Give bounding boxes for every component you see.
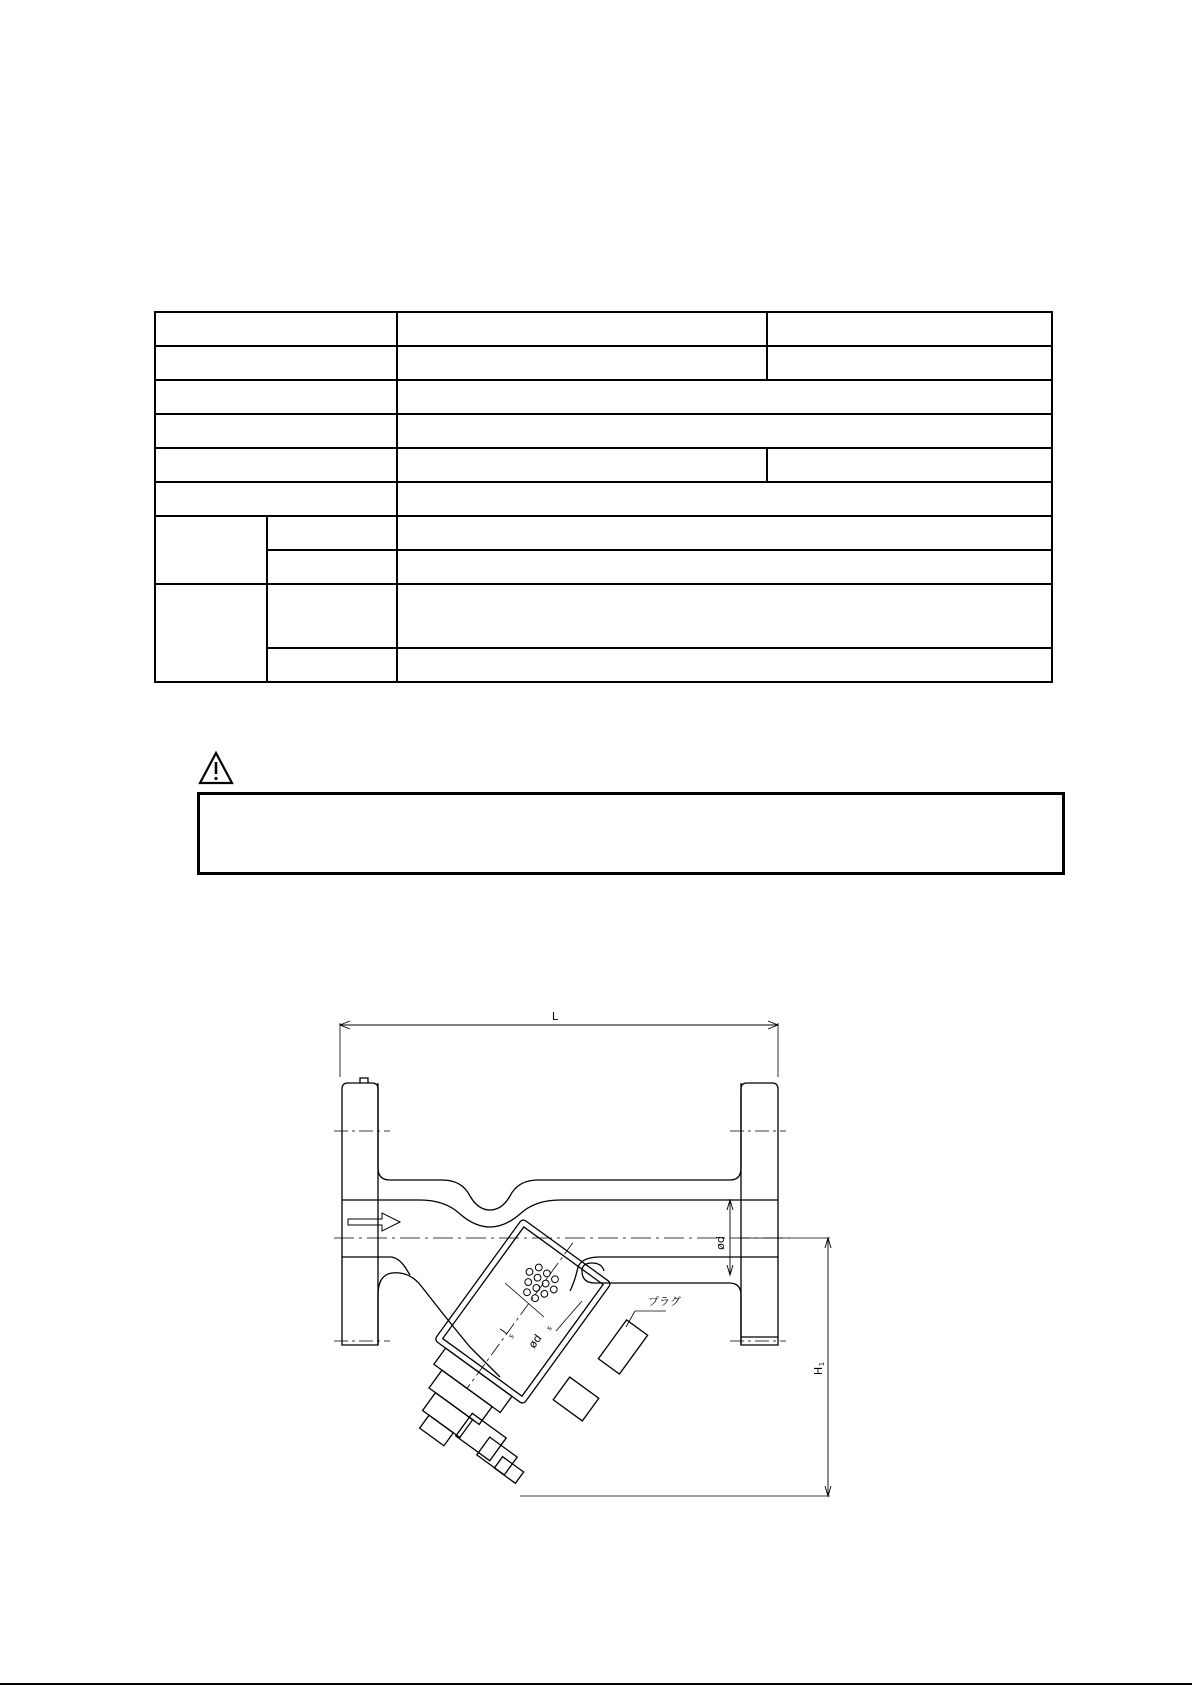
table-cell xyxy=(267,516,397,550)
table-cell xyxy=(767,448,1052,482)
table-cell xyxy=(155,516,267,584)
table-cell xyxy=(397,550,1052,584)
table-cell xyxy=(155,346,397,380)
dim-label-H1: H xyxy=(812,1366,825,1376)
table-row xyxy=(155,550,1052,584)
table-cell xyxy=(397,584,1052,648)
table-row xyxy=(155,380,1052,414)
warning-icon xyxy=(198,751,234,785)
table-cell xyxy=(155,448,397,482)
table-row xyxy=(155,648,1052,682)
table-cell xyxy=(155,482,397,516)
table-cell xyxy=(767,312,1052,346)
table-cell xyxy=(397,414,1052,448)
table-row xyxy=(155,414,1052,448)
table-cell xyxy=(397,516,1052,550)
table-cell xyxy=(267,648,397,682)
table-row xyxy=(155,312,1052,346)
table-row xyxy=(155,584,1052,648)
table-row xyxy=(155,516,1052,550)
table-row xyxy=(155,448,1052,482)
table-cell xyxy=(267,584,397,648)
table-cell xyxy=(155,414,397,448)
table-cell xyxy=(397,312,767,346)
plug-label: プラグ xyxy=(648,1295,681,1308)
dim-label-L: L xyxy=(551,1010,559,1023)
caution-box xyxy=(197,792,1065,875)
table-cell xyxy=(397,448,767,482)
table-cell xyxy=(155,312,397,346)
dim-label-ls-sub: s xyxy=(507,1332,516,1341)
table-cell xyxy=(397,346,767,380)
dim-label-H1-sub: 1 xyxy=(818,1361,826,1367)
dim-label-ls: l xyxy=(497,1326,511,1337)
table-cell xyxy=(397,648,1052,682)
table-cell xyxy=(397,380,1052,414)
spec-table xyxy=(154,311,1053,683)
table-cell xyxy=(767,346,1052,380)
table-row xyxy=(155,346,1052,380)
table-cell xyxy=(155,584,267,682)
dim-label-d: ød xyxy=(714,1236,727,1250)
dim-label-ds-sub: s xyxy=(545,1324,554,1333)
table-cell xyxy=(155,380,397,414)
dim-label-ds: ød xyxy=(525,1332,545,1351)
table-cell xyxy=(267,550,397,584)
table-row xyxy=(155,482,1052,516)
table-cell xyxy=(397,482,1052,516)
strainer-drawing xyxy=(320,1005,840,1505)
